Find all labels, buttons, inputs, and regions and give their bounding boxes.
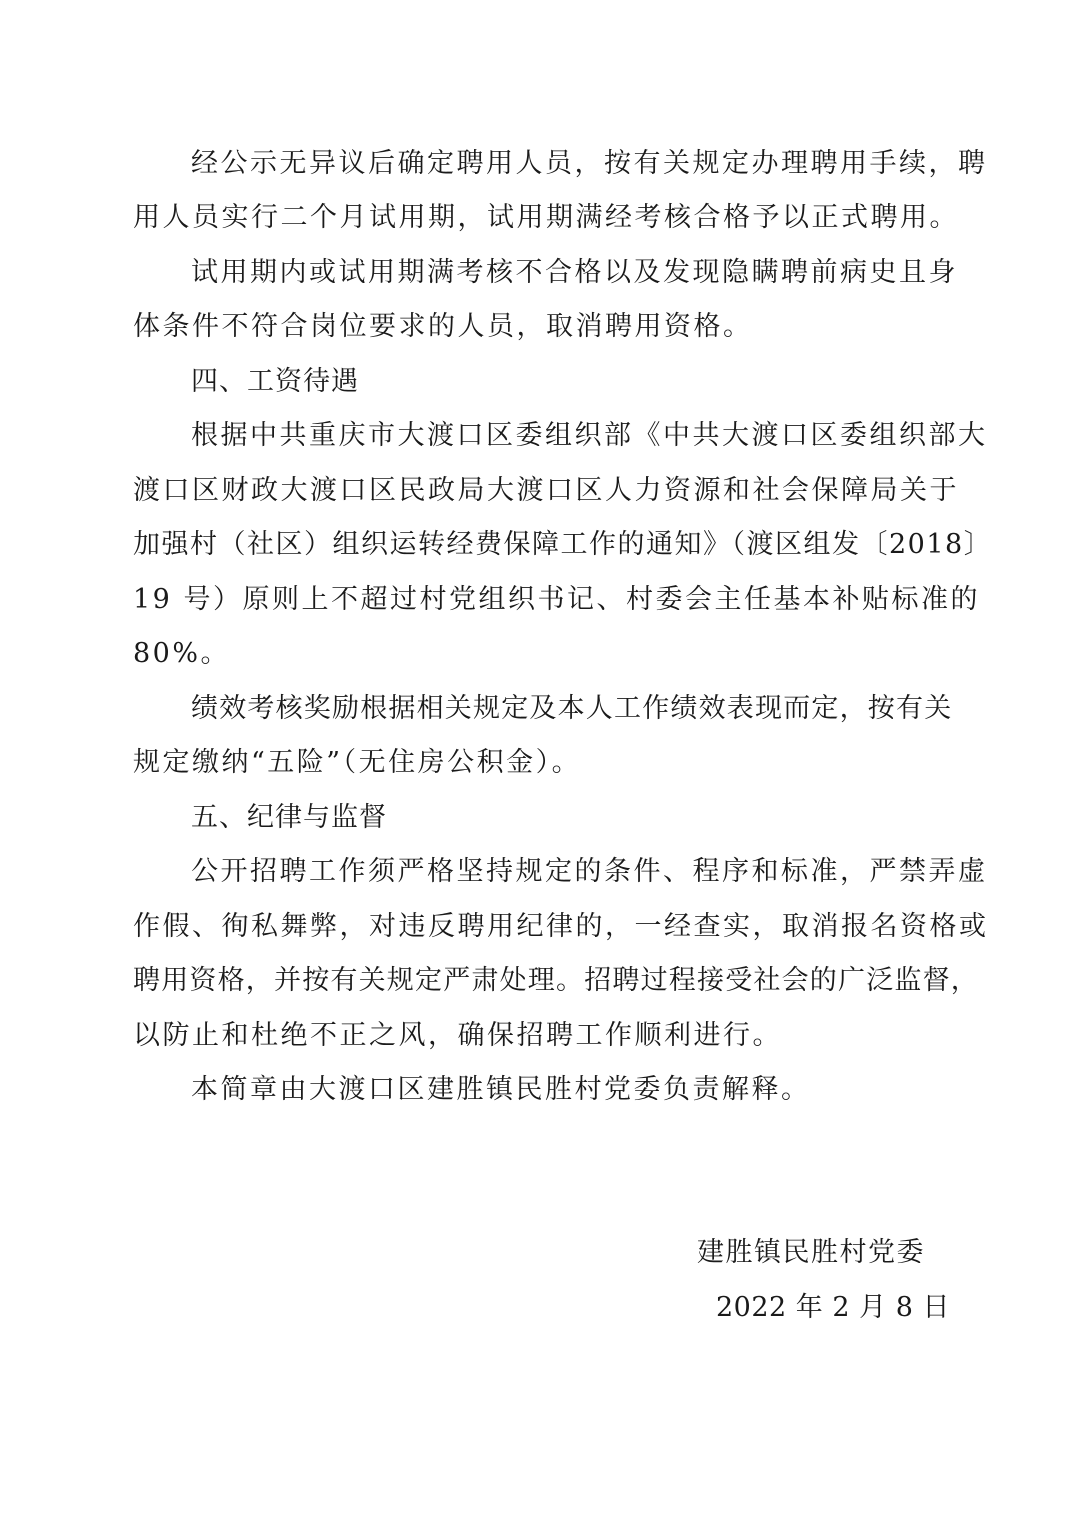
paragraph-5-line-1: 公开招聘工作须严格坚持规定的条件、程序和标准，严禁弄虚 [191,856,988,887]
paragraph-3-line-3: 加强村（社区）组织运转经费保障工作的通知》（渡区组发〔2018〕 [133,529,993,560]
section-heading-discipline: 五、纪律与监督 [191,802,387,833]
signature-organization: 建胜镇民胜村党委 [697,1237,925,1268]
paragraph-6-line-1: 本简章由大渡口区建胜镇民胜村党委负责解释。 [191,1074,811,1105]
paragraph-4-line-2: 规定缴纳“五险”（无住房公积金）。 [133,747,582,778]
paragraph-2-line-2: 体条件不符合岗位要求的人员，取消聘用资格。 [133,311,753,342]
paragraph-5-line-2: 作假、徇私舞弊，对违反聘用纪律的，一经查实，取消报名资格或 [133,911,989,942]
paragraph-3-line-2: 渡口区财政大渡口区民政局大渡口区人力资源和社会保障局关于 [133,475,959,506]
paragraph-4-line-1: 绩效考核奖励根据相关规定及本人工作绩效表现而定，按有关 [191,693,953,724]
paragraph-1-line-1: 经公示无异议后确定聘用人员，按有关规定办理聘用手续，聘 [191,148,988,179]
paragraph-2-line-1: 试用期内或试用期满考核不合格以及发现隐瞒聘前病史且身 [191,257,958,288]
paragraph-1-line-2: 用人员实行二个月试用期，试用期满经考核合格予以正式聘用。 [133,202,959,233]
paragraph-3-line-5: 80%。 [133,638,231,669]
paragraph-5-line-3: 聘用资格，并按有关规定严肃处理。招聘过程接受社会的广泛监督， [133,965,979,996]
paragraph-3-line-4: 19 号）原则上不超过村党组织书记、村委会主任基本补贴标准的 [133,584,980,615]
section-heading-salary: 四、工资待遇 [191,366,359,397]
signature-date: 2022 年 2 月 8 日 [716,1292,950,1323]
paragraph-5-line-4: 以防止和杜绝不正之风，确保招聘工作顺利进行。 [133,1020,782,1051]
paragraph-3-line-1: 根据中共重庆市大渡口区委组织部《中共大渡口区委组织部大 [191,420,988,451]
